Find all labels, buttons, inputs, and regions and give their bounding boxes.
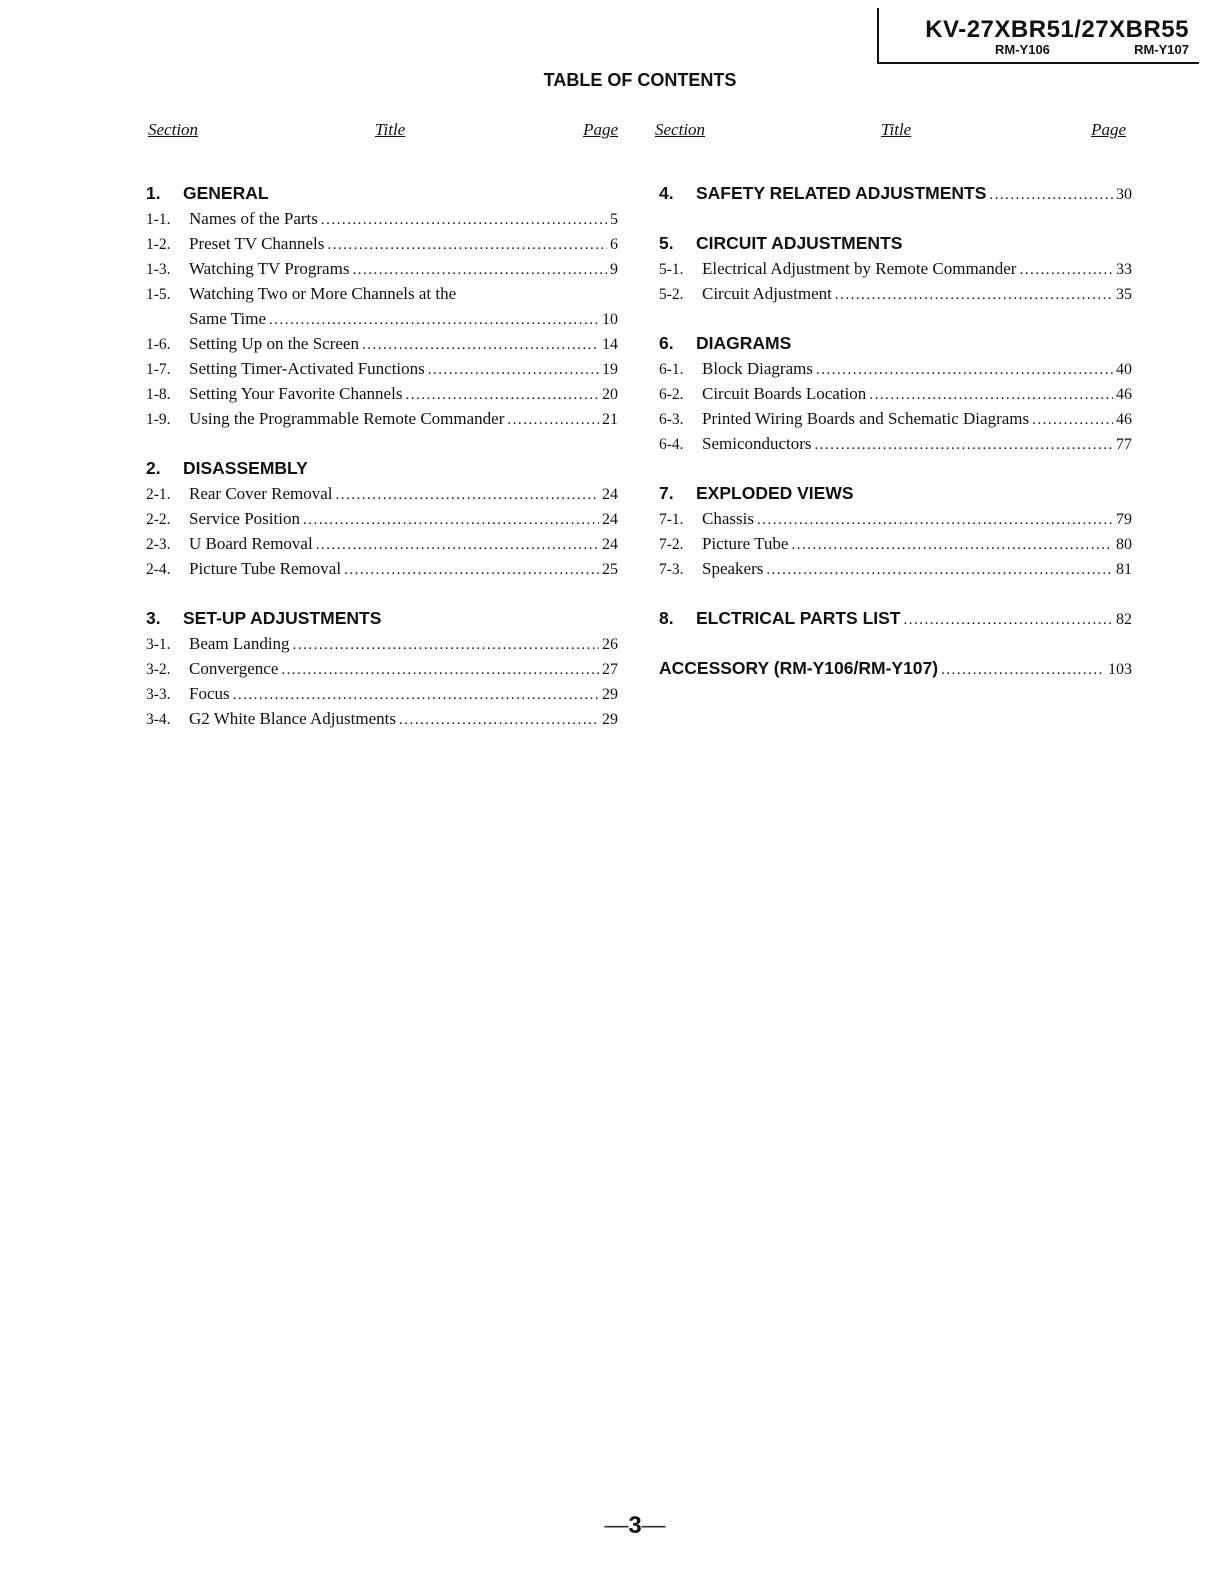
entry-number: 5-1. [659, 261, 684, 278]
entry-title: Names of the Parts [189, 209, 318, 228]
section-title: SAFETY RELATED ADJUSTMENTS [696, 183, 987, 203]
toc-entry[interactable] [659, 506, 1132, 531]
leader-dots [816, 358, 1113, 383]
section-page: 30 [1116, 186, 1132, 203]
entry-page: 46 [1116, 411, 1132, 428]
entry-page: 21 [602, 411, 618, 428]
entry-title: Beam Landing [189, 634, 290, 653]
toc-section [146, 606, 618, 731]
section-gap [659, 581, 1132, 606]
entry-number: 3-3. [146, 686, 171, 703]
entry-title: Watching TV Programs [189, 259, 350, 278]
entry-title: Circuit Boards Location [702, 384, 867, 403]
entry-title: Speakers [702, 559, 764, 578]
entry-number: 1-6. [146, 336, 171, 353]
entry-page: 81 [1116, 561, 1132, 578]
entry-title: Setting Your Favorite Channels [189, 384, 403, 403]
entry-title: Picture Tube [702, 534, 789, 553]
leader-dots [428, 358, 599, 383]
header-title: Title [375, 120, 406, 139]
toc-entry[interactable] [659, 406, 1132, 431]
leader-dots [941, 658, 1105, 683]
entry-page: 29 [602, 686, 618, 703]
leader-dots [815, 433, 1113, 458]
entry-title: Focus [189, 684, 230, 703]
entry-page: 29 [602, 711, 618, 728]
model-header-box [877, 8, 1199, 64]
section-number: 7. [659, 483, 674, 503]
page-number [0, 1512, 1210, 1540]
entry-title: Circuit Adjustment [702, 284, 832, 303]
entry-page: 24 [602, 511, 618, 528]
leader-dots [904, 608, 1114, 633]
section-title: ACCESSORY (RM-Y106/RM-Y107) [659, 658, 939, 678]
page-number-value: 3 [628, 1512, 642, 1539]
toc-section [659, 331, 1132, 456]
toc-section [659, 656, 1132, 681]
section-heading[interactable] [146, 181, 618, 206]
entry-number: 7-3. [659, 561, 684, 578]
leader-dots [869, 383, 1113, 408]
toc-section [659, 181, 1132, 206]
entry-page: 6 [610, 236, 618, 253]
toc-entry[interactable] [146, 556, 618, 581]
toc-entry[interactable] [146, 281, 618, 306]
section-title: DIAGRAMS [696, 333, 792, 353]
toc-left-column [146, 118, 618, 731]
entry-title: Picture Tube Removal [189, 559, 342, 578]
toc-entry-continued[interactable] [146, 306, 618, 331]
header-title: Title [881, 120, 912, 139]
entry-title: U Board Removal [189, 534, 313, 553]
section-gap [659, 456, 1132, 481]
entry-page: 5 [610, 211, 618, 228]
toc-entry[interactable] [659, 256, 1132, 281]
toc-entry[interactable] [146, 706, 618, 731]
entry-number: 2-3. [146, 536, 171, 553]
section-gap [659, 206, 1132, 231]
leader-dots [507, 408, 599, 433]
leader-dots [316, 533, 599, 558]
entry-number: 1-8. [146, 386, 171, 403]
leader-dots [405, 383, 599, 408]
entry-page: 35 [1116, 286, 1132, 303]
entry-number: 5-2. [659, 286, 684, 303]
toc-entry[interactable] [659, 381, 1132, 406]
entry-number: 1-1. [146, 211, 171, 228]
toc-section [146, 456, 618, 581]
entry-page: 27 [602, 661, 618, 678]
entry-page: 9 [610, 261, 618, 278]
section-heading[interactable] [659, 656, 1132, 681]
remote-model-right: RM-Y107 [1134, 42, 1189, 57]
entry-number: 3-1. [146, 636, 171, 653]
entry-title: G2 White Blance Adjustments [189, 709, 396, 728]
entry-page: 26 [602, 636, 618, 653]
header-section: Section [655, 120, 706, 139]
page-dash-right: — [641, 1512, 666, 1539]
entry-number: 6-3. [659, 411, 684, 428]
section-heading[interactable] [659, 181, 1132, 206]
entry-title: Printed Wiring Boards and Schematic Diagrams [702, 409, 1030, 428]
leader-dots [344, 558, 599, 583]
leader-dots [303, 508, 599, 533]
entry-page: 20 [602, 386, 618, 403]
toc-entry[interactable] [659, 556, 1132, 581]
remote-model-left: RM-Y106 [995, 42, 1050, 57]
entry-number: 2-1. [146, 486, 171, 503]
leader-dots [281, 658, 599, 683]
section-number: 2. [146, 458, 161, 478]
leader-dots [293, 633, 599, 658]
toc-entry[interactable] [659, 281, 1132, 306]
section-title: GENERAL [183, 183, 269, 203]
section-number: 4. [659, 183, 674, 203]
entry-page: 19 [602, 361, 618, 378]
toc-entry[interactable] [146, 356, 618, 381]
entry-number: 6-1. [659, 361, 684, 378]
toc-entry[interactable] [146, 506, 618, 531]
entry-page: 14 [602, 336, 618, 353]
toc-entry[interactable] [146, 231, 618, 256]
leader-dots [757, 508, 1113, 533]
toc-entry[interactable] [146, 206, 618, 231]
entry-title: Service Position [189, 509, 300, 528]
entry-number: 3-4. [146, 711, 171, 728]
toc-entry[interactable] [146, 331, 618, 356]
leader-dots [321, 208, 607, 233]
section-gap [146, 431, 618, 456]
section-heading[interactable] [659, 331, 1132, 356]
toc-right-column [655, 118, 1132, 681]
section-title: ELCTRICAL PARTS LIST [696, 608, 901, 628]
toc-entry[interactable] [146, 681, 618, 706]
toc-entry[interactable] [659, 431, 1132, 456]
section-page: 82 [1116, 611, 1132, 628]
section-title: DISASSEMBLY [183, 458, 308, 478]
page-dash-left: — [604, 1512, 629, 1539]
toc-entry[interactable] [146, 531, 618, 556]
entry-title-continued: Same Time [189, 309, 266, 328]
header-page: Page [583, 120, 618, 139]
entry-number: 1-9. [146, 411, 171, 428]
entry-page: 79 [1116, 511, 1132, 528]
leader-dots [766, 558, 1113, 583]
entry-title: Electrical Adjustment by Remote Commander [702, 259, 1017, 278]
entry-number: 3-2. [146, 661, 171, 678]
toc-entry[interactable] [146, 256, 618, 281]
header-section: Section [148, 120, 199, 139]
leader-dots [399, 708, 599, 733]
toc-section [659, 481, 1132, 581]
toc-section [659, 231, 1132, 306]
entry-page: 80 [1116, 536, 1132, 553]
section-number: 1. [146, 183, 161, 203]
entry-number: 6-2. [659, 386, 684, 403]
column-headers-left [146, 118, 618, 148]
header-page: Page [1091, 120, 1126, 139]
entry-title: Semiconductors [702, 434, 812, 453]
section-heading[interactable] [146, 606, 618, 631]
entry-page: 25 [602, 561, 618, 578]
entry-number: 2-4. [146, 561, 171, 578]
entry-number: 1-3. [146, 261, 171, 278]
entry-title: Setting Timer-Activated Functions [189, 359, 425, 378]
entry-page: 10 [602, 311, 618, 328]
entry-title: Rear Cover Removal [189, 484, 333, 503]
section-number: 5. [659, 233, 674, 253]
leader-dots [336, 483, 599, 508]
leader-dots [269, 308, 599, 333]
entry-page: 77 [1116, 436, 1132, 453]
toc-entry[interactable] [659, 531, 1132, 556]
section-number: 8. [659, 608, 674, 628]
entry-number: 1-7. [146, 361, 171, 378]
model-title: KV-27XBR51/27XBR55 [925, 16, 1189, 43]
leader-dots [1032, 408, 1113, 433]
toc-entry[interactable] [146, 656, 618, 681]
left-sections [146, 181, 618, 731]
entry-page: 40 [1116, 361, 1132, 378]
column-headers-right [655, 118, 1132, 148]
entry-number: 2-2. [146, 511, 171, 528]
right-sections [659, 181, 1132, 681]
toc-entry[interactable] [146, 406, 618, 431]
entry-title: Using the Programmable Remote Commander [189, 409, 505, 428]
entry-number: 1-5. [146, 286, 171, 303]
entry-title: Setting Up on the Screen [189, 334, 359, 353]
section-gap [659, 631, 1132, 656]
leader-dots [989, 183, 1113, 208]
toc-entry[interactable] [146, 481, 618, 506]
toc-title: TABLE OF CONTENTS [543, 70, 737, 90]
section-heading[interactable] [659, 606, 1132, 631]
toc-entry[interactable] [659, 356, 1132, 381]
section-title: CIRCUIT ADJUSTMENTS [696, 233, 903, 253]
entry-title: Watching Two or More Channels at the [189, 284, 457, 303]
entry-number: 7-1. [659, 511, 684, 528]
leader-dots [327, 233, 607, 258]
entry-title: Block Diagrams [702, 359, 813, 378]
leader-dots [835, 283, 1113, 308]
toc-entry[interactable] [146, 631, 618, 656]
toc-section [659, 606, 1132, 631]
section-title: SET-UP ADJUSTMENTS [183, 608, 382, 628]
section-title: EXPLODED VIEWS [696, 483, 854, 503]
toc-section [146, 181, 618, 431]
entry-page: 24 [602, 536, 618, 553]
entry-page: 46 [1116, 386, 1132, 403]
leader-dots [791, 533, 1113, 558]
entry-title: Preset TV Channels [189, 234, 325, 253]
leader-dots [1019, 258, 1113, 283]
entry-number: 6-4. [659, 436, 684, 453]
leader-dots [352, 258, 607, 283]
entry-number: 7-2. [659, 536, 684, 553]
entry-title: Convergence [189, 659, 279, 678]
section-gap [659, 306, 1132, 331]
section-number: 6. [659, 333, 674, 353]
entry-number: 1-2. [146, 236, 171, 253]
section-heading[interactable] [659, 231, 1132, 256]
section-number: 3. [146, 608, 161, 628]
section-gap [146, 581, 618, 606]
section-heading[interactable] [659, 481, 1132, 506]
leader-dots [362, 333, 599, 358]
entry-page: 33 [1116, 261, 1132, 278]
entry-title: Chassis [702, 509, 754, 528]
leader-dots [233, 683, 599, 708]
section-heading[interactable] [146, 456, 618, 481]
entry-page: 24 [602, 486, 618, 503]
section-page: 103 [1108, 661, 1132, 678]
toc-entry[interactable] [146, 381, 618, 406]
